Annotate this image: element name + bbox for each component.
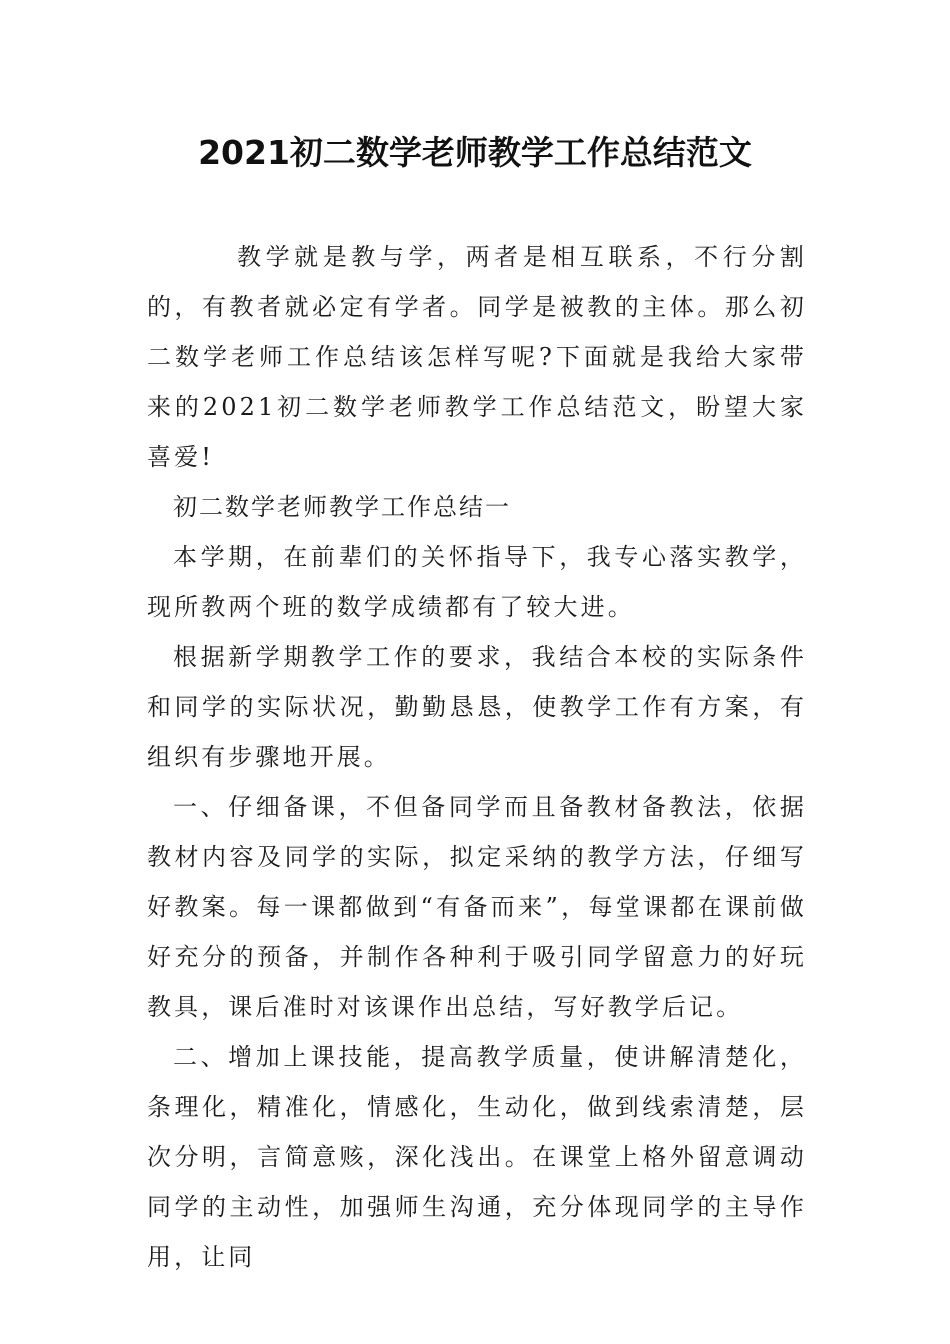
intro-paragraph: 教学就是教与学，两者是相互联系，不行分割的，有教者就必定有学者。同学是被教的主体。那么初二数学老师工作总结该怎样写呢?下面就是我给大家带来的2021初二数学老师教学工作总结范文，盼望大家喜爱! [147, 243, 807, 471]
body-paragraph: 本学期，在前辈们的关怀指导下，我专心落实教学，现所教两个班的数学成绩都有了较大进。 [147, 543, 807, 621]
section-heading: 初二数学老师教学工作总结一 [173, 493, 511, 521]
body-paragraph: 一、仔细备课，不但备同学而且备教材备教法，依据教材内容及同学的实际，拟定采纳的教学方法，仔细写好教案。每一课都做到“有备而来”，每堂课都在课前做好充分的预备，并制作各种利于吸引同学留意力的好玩教具，课后准时对该课作出总结，写好教学后记。 [147, 793, 807, 1021]
document-body [147, 232, 807, 1282]
body-paragraph: 二、增加上课技能，提高教学质量，使讲解清楚化，条理化，精准化，情感化，生动化，做到线索清楚，层次分明，言简意赅，深化浅出。在课堂上格外留意调动同学的主动性，加强师生沟通，充分体现同学的主导作用，让同 [147, 1043, 807, 1271]
document-title: 2021初二数学老师教学工作总结范文 [198, 133, 752, 172]
body-paragraph: 根据新学期教学工作的要求，我结合本校的实际条件和同学的实际状况，勤勤恳恳，使教学工作有方案，有组织有步骤地开展。 [147, 643, 807, 771]
